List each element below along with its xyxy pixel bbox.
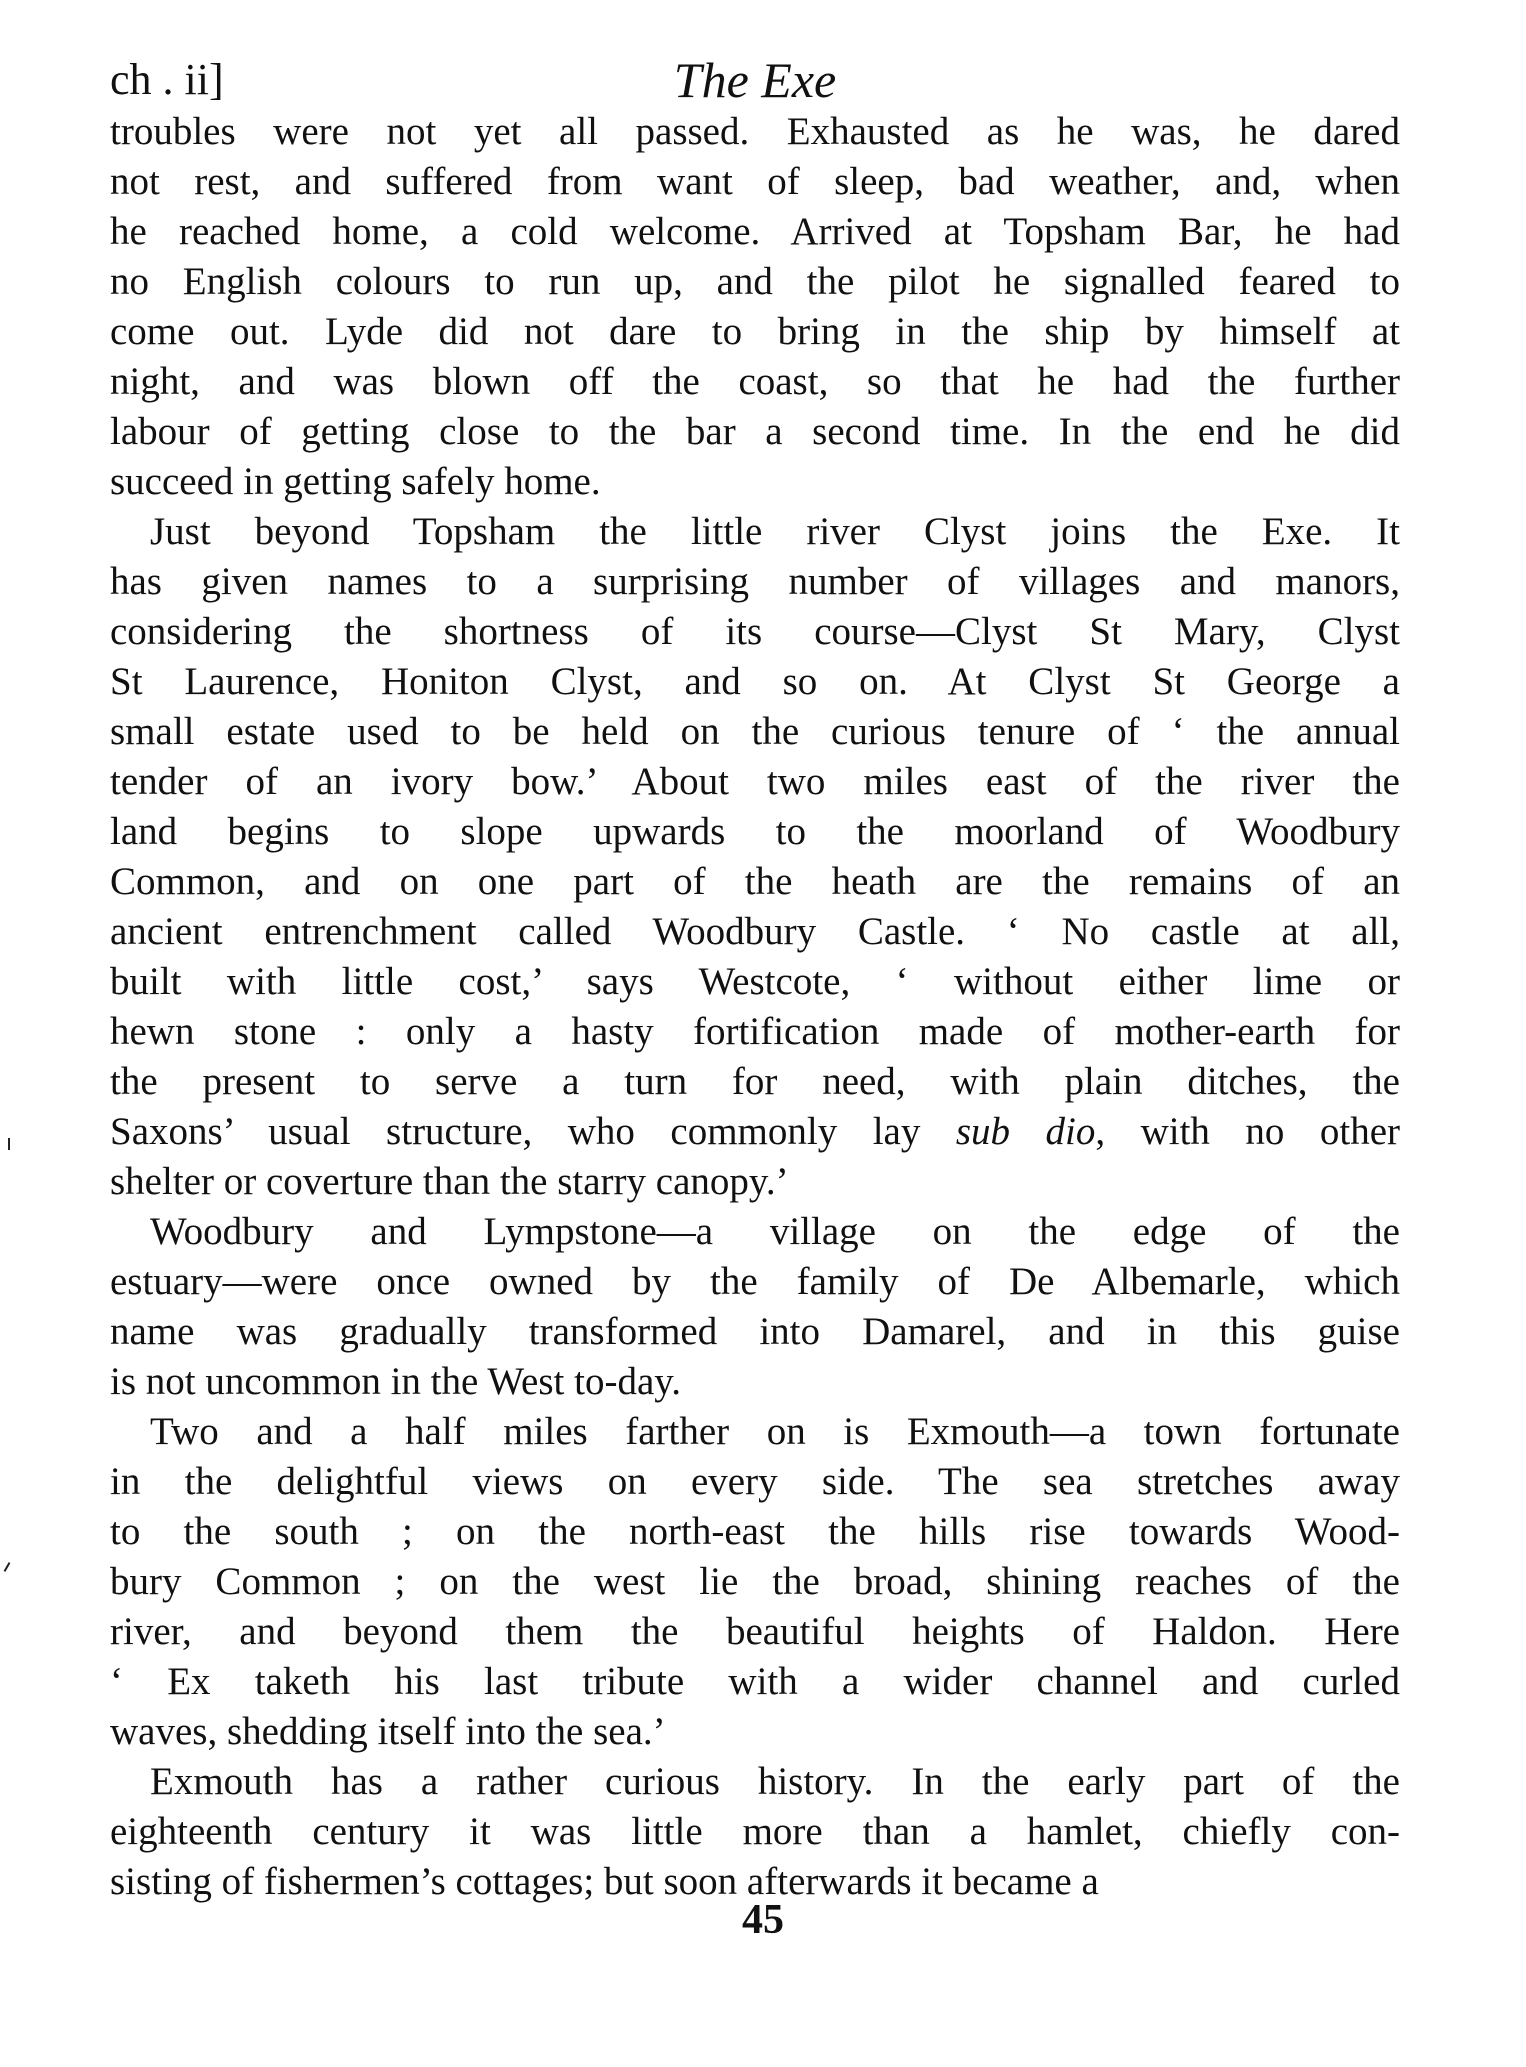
text-line: tender of an ivory bow.’ About two miles east of the river the [110, 760, 1400, 803]
text-line: the present to serve a turn for need, with plain ditches, the [110, 1060, 1400, 1103]
text-line: Two and a half miles farther on is Exmouth—a town fortunate [150, 1410, 1400, 1453]
text-line: is not uncommon in the West to-day. [110, 1360, 681, 1403]
text-line: to the south ; on the north-east the hills rise towards Wood- [110, 1510, 1400, 1553]
italic-phrase: sub dio [955, 1110, 1096, 1153]
text-line: waves, shedding itself into the sea.’ [110, 1710, 666, 1753]
text-line: considering the shortness of its course—Clyst St Mary, Clyst [110, 610, 1400, 653]
text-line: has given names to a surprising number of villages and manors, [110, 560, 1400, 603]
paragraph [110, 1757, 1400, 1907]
text-line: land begins to slope upwards to the moorland of Woodbury [110, 810, 1400, 853]
text-line: Common, and on one part of the heath are the remains of an [110, 860, 1400, 903]
body-text [110, 107, 1400, 1907]
text-line: Exmouth has a rather curious history. In the early part of the [150, 1760, 1400, 1803]
text-line: St Laurence, Honiton Clyst, and so on. At Clyst St George a [110, 660, 1400, 703]
text-line: hewn stone : only a hasty fortification made of mother-earth for [110, 1010, 1400, 1053]
text-line: eighteenth century it was little more than a hamlet, chiefly con- [110, 1810, 1400, 1853]
text-line: bury Common ; on the west lie the broad, shining reaches of the [110, 1560, 1400, 1603]
text-line: built with little cost,’ says Westcote, ‘ without either lime or [110, 960, 1400, 1003]
text-line: night, and was blown off the coast, so that he had the further [110, 360, 1400, 403]
text-line: Woodbury and Lympstone—a village on the edge of the [150, 1210, 1400, 1253]
paragraph [110, 107, 1400, 507]
text-line: in the delightful views on every side. The sea stretches away [110, 1460, 1400, 1503]
text-line: estuary—were once owned by the family of De Albemarle, which [110, 1260, 1400, 1303]
text-line: no English colours to run up, and the pilot he signalled feared to [110, 260, 1400, 303]
text-line: ‘ Ex taketh his last tribute with a wider channel and curled [110, 1660, 1400, 1703]
text-line: name was gradually transformed into Damarel, and in this guise [110, 1310, 1400, 1353]
text-line: troubles were not yet all passed. Exhausted as he was, he dared [110, 110, 1400, 153]
text-line: he reached home, a cold welcome. Arrived at Topsham Bar, he had [110, 210, 1400, 253]
running-title: The Exe [673, 52, 837, 108]
margin-mark [8, 1138, 10, 1150]
text-line: not rest, and suffered from want of sleep, bad weather, and, when [110, 160, 1400, 203]
text-line: small estate used to be held on the curious tenure of ‘ the annual [110, 710, 1400, 753]
margin-mark [4, 1562, 11, 1572]
paragraph [110, 507, 1400, 1207]
text-line: ancient entrenchment called Woodbury Castle. ‘ No castle at all, [110, 910, 1400, 953]
text-line: sisting of fishermen’s cottages; but soon afterwards it became a [110, 1860, 1099, 1903]
paragraph [110, 1407, 1400, 1757]
text-line: come out. Lyde did not dare to bring in the ship by himself at [110, 310, 1400, 353]
text-line: succeed in getting safely home. [110, 460, 601, 503]
paragraph [110, 1207, 1400, 1407]
text-line: labour of getting close to the bar a second time. In the end he did [110, 410, 1400, 453]
text-line: Saxons’ usual structure, who commonly lay sub dio, with no other [110, 1110, 1400, 1153]
text-line: river, and beyond them the beautiful heights of Haldon. Here [110, 1610, 1400, 1653]
chapter-reference: ch . ii] [110, 55, 224, 104]
text-line: Just beyond Topsham the little river Clyst joins the Exe. It [150, 510, 1400, 553]
text-line: shelter or coverture than the starry canopy.’ [110, 1160, 789, 1203]
page-number: 45 [742, 1897, 784, 1943]
